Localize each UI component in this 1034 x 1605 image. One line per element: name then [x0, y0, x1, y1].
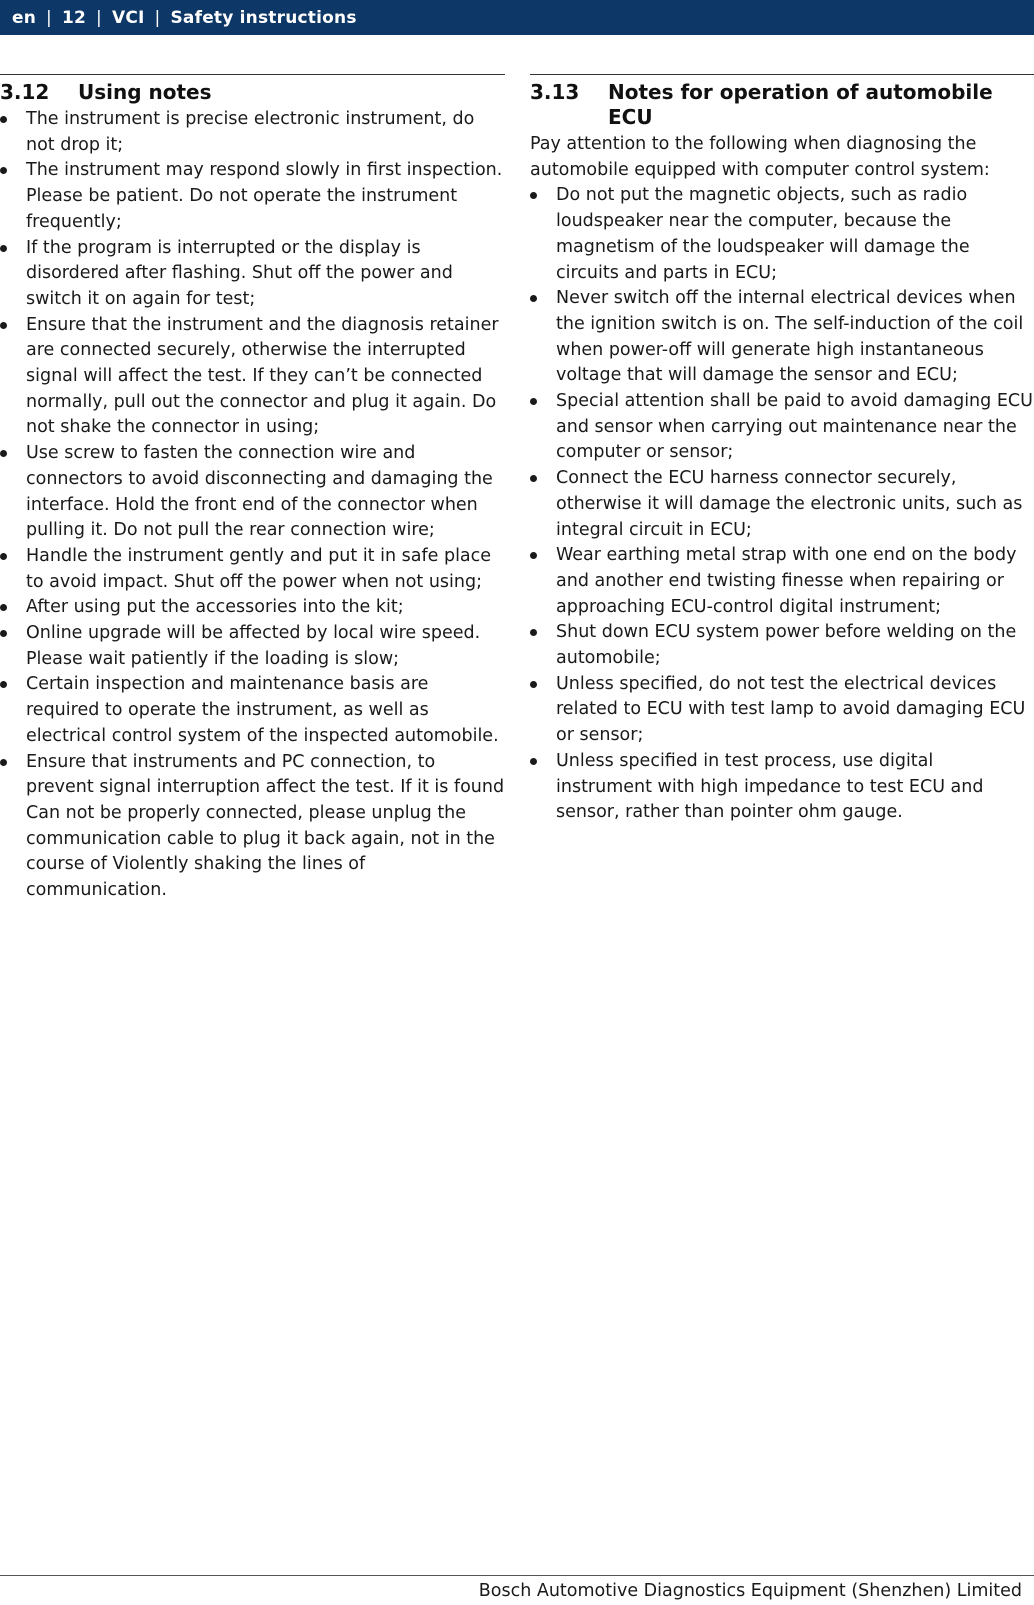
right-column	[530, 74, 1034, 826]
bullet-icon	[0, 630, 7, 637]
list-item: Special attention shall be paid to avoid damaging ECU and sensor when carrying out maintenance near the computer or sensor;	[530, 389, 1034, 466]
header-separator: |	[96, 7, 102, 28]
list-item: Online upgrade will be affected by local wire speed. Please wait patiently if the loading is slow;	[0, 621, 505, 672]
bullet-icon	[530, 552, 537, 559]
bullet-icon	[530, 475, 537, 482]
list-item: Unless specified, do not test the electrical devices related to ECU with test lamp to avoid damaging ECU or sensor;	[530, 672, 1034, 749]
list-item: The instrument may respond slowly in first inspection. Please be patient. Do not operate the instrument frequently;	[0, 158, 505, 235]
section-title: Using notes	[78, 80, 212, 104]
running-header	[0, 0, 1034, 35]
list-item: Handle the instrument gently and put it in safe place to avoid impact. Shut off the power when not using;	[0, 544, 505, 595]
header-page-number: 12	[61, 7, 87, 28]
bullet-icon	[0, 681, 7, 688]
list-item: Certain inspection and maintenance basis are required to operate the instrument, as well as electrical control system of the inspected automobile.	[0, 672, 505, 749]
section-title: Notes for operation of automobile ECU	[608, 80, 993, 129]
bullet-icon	[0, 322, 7, 329]
header-product: VCI	[111, 7, 145, 28]
section-heading	[0, 74, 505, 105]
bullet-list	[530, 183, 1034, 826]
bullet-icon	[530, 295, 537, 302]
header-separator: |	[46, 7, 52, 28]
list-item: After using put the accessories into the kit;	[0, 595, 505, 621]
list-item: Do not put the magnetic objects, such as radio loudspeaker near the computer, because the magnetism of the loudspeaker will damage the circuits and parts in ECU;	[530, 183, 1034, 286]
header-language: en	[12, 7, 37, 28]
header-chapter: Safety instructions	[170, 7, 357, 28]
bullet-icon	[0, 604, 7, 611]
left-column	[0, 74, 505, 904]
bullet-icon	[530, 629, 537, 636]
list-item: The instrument is precise electronic instrument, do not drop it;	[0, 107, 505, 158]
bullet-icon	[530, 192, 537, 199]
list-item: Shut down ECU system power before welding on the automobile;	[530, 620, 1034, 671]
list-item: Never switch off the internal electrical devices when the ignition switch is on. The self-induction of the coil when power-off will generate high instantaneous voltage that will damage the sensor and ECU;	[530, 286, 1034, 389]
list-item: Use screw to fasten the connection wire and connectors to avoid disconnecting and damaging the interface. Hold the front end of the connector when pulling it. Do not pull the rear connection wire;	[0, 441, 505, 544]
list-item: Ensure that instruments and PC connection, to prevent signal interruption affect the test. If it is found Can not be properly connected, please unplug the communication cable to plug it back again, not in the course of Violently shaking the lines of communication.	[0, 750, 505, 904]
bullet-icon	[0, 759, 7, 766]
bullet-icon	[530, 758, 537, 765]
bullet-icon	[0, 450, 7, 457]
list-item: Ensure that the instrument and the diagnosis retainer are connected securely, otherwise the interrupted signal will affect the test. If they can’t be connected normally, pull out the connector and plug it again. Do not shake the connector in using;	[0, 313, 505, 442]
list-item: Connect the ECU harness connector securely, otherwise it will damage the electronic units, such as integral circuit in ECU;	[530, 466, 1034, 543]
section-intro: Pay attention to the following when diagnosing the automobile equipped with computer control system:	[530, 134, 990, 180]
list-item: Wear earthing metal strap with one end on the body and another end twisting finesse when repairing or approaching ECU-control digital instrument;	[530, 543, 1034, 620]
bullet-icon	[0, 553, 7, 560]
section-number: 3.13	[530, 80, 580, 104]
section-heading	[530, 74, 1034, 130]
header-separator: |	[154, 7, 161, 28]
footer-divider	[0, 1575, 1034, 1576]
bullet-icon	[0, 116, 7, 123]
list-item: Unless specified in test process, use digital instrument with high impedance to test ECU and sensor, rather than pointer ohm gauge.	[530, 749, 1034, 826]
section-number: 3.12	[0, 80, 50, 104]
bullet-icon	[0, 245, 7, 252]
footer-publisher: Bosch Automotive Diagnostics Equipment (Shenzhen) Limited	[478, 1581, 1022, 1601]
bullet-icon	[530, 681, 537, 688]
list-item: If the program is interrupted or the display is disordered after flashing. Shut off the power and switch it on again for test;	[0, 236, 505, 313]
bullet-list	[0, 107, 505, 904]
bullet-icon	[0, 167, 7, 174]
bullet-icon	[530, 398, 537, 405]
